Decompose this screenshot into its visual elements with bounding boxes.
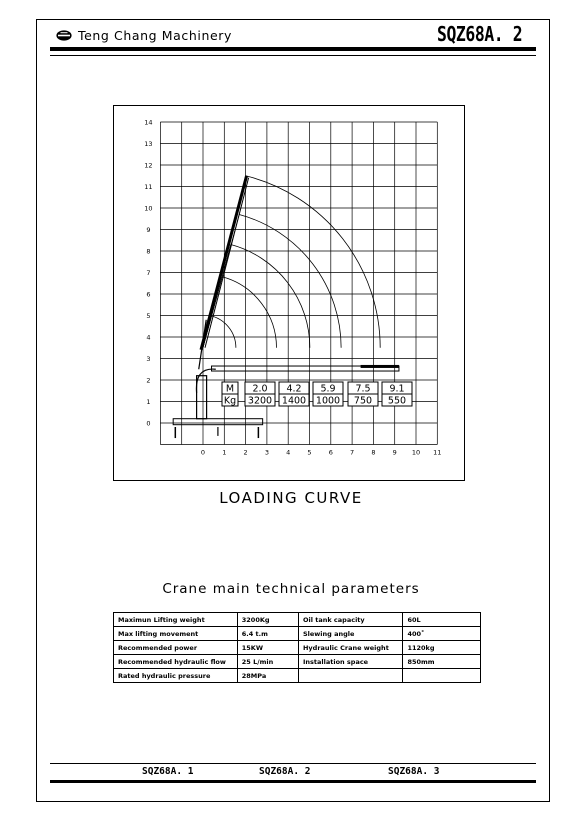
load-table-row-label: M xyxy=(225,383,235,395)
y-tick-label: 3 xyxy=(146,355,151,363)
load-table-radius: 5.9 xyxy=(320,383,336,395)
param-value: 1120kg xyxy=(403,641,481,655)
param-value: 850mm xyxy=(403,655,481,669)
param-value: 3200Kg xyxy=(237,613,298,627)
x-tick-label: 9 xyxy=(392,448,397,457)
raised-boom-edge xyxy=(205,178,249,348)
load-table-radius: 9.1 xyxy=(389,383,405,395)
param-label: Recommended power xyxy=(114,641,238,655)
param-value: 25 L/min xyxy=(237,655,298,669)
y-tick-label: 10 xyxy=(144,204,153,213)
load-table-radius: 7.5 xyxy=(355,383,371,395)
x-tick-label: 0 xyxy=(200,448,206,457)
param-label: Max lifting movement xyxy=(114,627,238,641)
reach-arc xyxy=(239,214,341,347)
crane-column xyxy=(197,376,207,419)
x-tick-label: 8 xyxy=(371,448,376,457)
params-row xyxy=(114,641,481,655)
param-label: Maximun Lifting weight xyxy=(114,613,238,627)
load-table-load: 750 xyxy=(353,395,373,407)
x-tick-label: 4 xyxy=(286,448,291,457)
load-table xyxy=(222,382,412,407)
reach-arc xyxy=(246,176,381,348)
y-tick-label: 0 xyxy=(146,419,151,428)
x-tick-label: 11 xyxy=(433,448,442,457)
x-tick-label: 5 xyxy=(307,448,312,457)
company-name: Teng Chang Machinery xyxy=(78,28,233,43)
params-row xyxy=(114,613,481,627)
reach-arc xyxy=(231,245,310,348)
param-label: Recommended hydraulic flow xyxy=(114,655,238,669)
y-tick-label: 4 xyxy=(146,333,151,342)
boom-extension xyxy=(361,365,399,368)
footer-rule xyxy=(50,780,536,783)
y-tick-label: 14 xyxy=(144,118,153,127)
chart-caption: LOADING CURVE xyxy=(219,489,363,507)
footer-label-3: SQZ68A. 3 xyxy=(388,766,440,777)
params-title: Crane main technical parameters xyxy=(162,581,420,597)
raised-boom xyxy=(201,176,247,350)
params-row xyxy=(114,655,481,669)
x-tick-label: 3 xyxy=(264,448,269,457)
load-table-load: 3200 xyxy=(247,395,273,407)
reach-arc xyxy=(209,316,235,348)
y-tick-label: 9 xyxy=(146,226,151,234)
load-table-load: 1000 xyxy=(315,395,341,407)
param-value: 60L xyxy=(403,613,481,627)
load-table-radius: 2.0 xyxy=(252,383,268,395)
param-label: Oil tank capacity xyxy=(298,613,402,627)
y-tick-label: 1 xyxy=(146,398,151,406)
x-tick-label: 1 xyxy=(222,448,227,457)
y-tick-label: 12 xyxy=(144,161,153,170)
params-row xyxy=(114,627,481,641)
y-tick-label: 7 xyxy=(146,269,151,277)
y-tick-label: 2 xyxy=(146,376,151,385)
reach-arcs xyxy=(203,176,380,348)
x-tick-label: 6 xyxy=(328,448,333,457)
load-table-radius: 4.2 xyxy=(286,383,302,395)
param-label: Installation space xyxy=(298,655,402,669)
y-tick-label: 5 xyxy=(146,312,151,320)
x-tick-label: 2 xyxy=(243,448,248,457)
footer-rule-thin xyxy=(50,763,536,764)
param-label xyxy=(298,669,402,683)
load-table-load: 1400 xyxy=(281,395,307,407)
param-value: 15KW xyxy=(237,641,298,655)
param-value: 400˚ xyxy=(403,627,481,641)
param-label: Rated hydraulic pressure xyxy=(114,669,238,683)
boom-cylinder xyxy=(199,320,206,369)
param-value: 28MPa xyxy=(237,669,298,683)
y-tick-label: 8 xyxy=(146,247,151,256)
y-tick-label: 13 xyxy=(144,140,153,148)
param-value xyxy=(403,669,481,683)
param-label: Hydraulic Crane weight xyxy=(298,641,402,655)
y-tick-label: 6 xyxy=(146,290,151,299)
footer-label-1: SQZ68A. 1 xyxy=(142,766,194,777)
model-number: SQZ68A. 2 xyxy=(437,22,523,46)
load-table-load: 550 xyxy=(387,395,407,407)
footer-label-2: SQZ68A. 2 xyxy=(259,766,311,777)
params-table xyxy=(113,612,481,683)
x-tick-label: 10 xyxy=(411,448,421,457)
truck-frame xyxy=(173,419,262,425)
params-row xyxy=(114,669,481,683)
param-value: 6.4 t.m xyxy=(237,627,298,641)
load-table-row-label: Kg xyxy=(223,395,237,407)
param-label: Slewing angle xyxy=(298,627,402,641)
y-tick-label: 11 xyxy=(144,183,153,191)
x-tick-label: 7 xyxy=(350,448,355,457)
